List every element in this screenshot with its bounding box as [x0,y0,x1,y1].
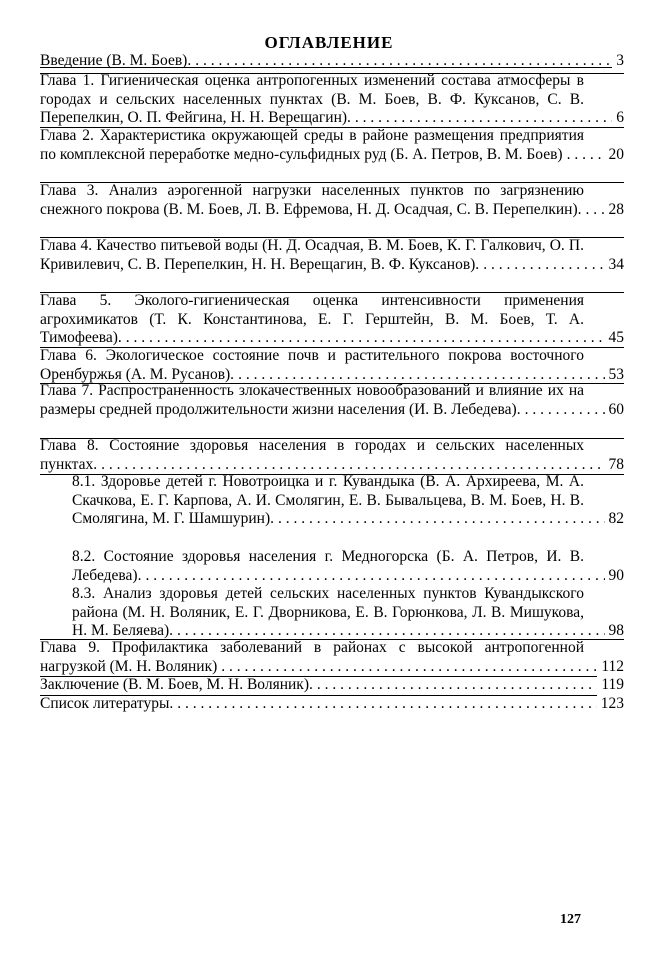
toc-entry-section-8-1 [40,473,624,529]
toc-title: ОГЛАВЛЕНИЕ [264,33,394,52]
entry-text: Глава 3. Анализ аэрогенной нагрузки населенных пунктов по загрязнению снежного покрова (В. М. Боев, Л. В. Ефремова, Н. Д. Осадчая, С. В. Перепелкин). . . . [40,182,624,219]
toc-entry-chapter-4 [40,237,624,274]
entry-page-number: 20 [605,146,625,165]
entry-page-number: 82 [605,510,625,529]
toc-entry-section-8-3 [40,585,624,641]
entry-text: Глава 4. Качество питьевой воды (Н. Д. Осадчая, В. М. Боев, К. Г. Галкович, О. П. Кривилевич, С. В. Перепелкин, Н. Н. Верещагин, В. Ф. Куксанов). . . . [40,237,624,274]
entry-page-number: 53 [605,366,625,385]
entry-text: Глава 7. Распространенность злокачественных новообразований и влияние их на размеры средней продолжительности жизни населения (И. В. Лебедева). . . . [40,382,624,419]
entry-page-number: 78 [605,456,625,475]
entry-text: Глава 2. Характеристика окружающей среды в районе размещения предприятия по комплексной переработке медно-сульфидных руд (Б. А. Петров, В. М. Боев) . . . [40,127,624,164]
entry-page-number: 119 [597,676,624,695]
entry-page-number: 98 [605,622,625,641]
entry-text: 8.3. Анализ здоровья детей сельских населенных пунктов Кувандыкского района (М. Н. Воляник, Е. Г. Дворникова, Е. В. Горюнкова, Л. В. Мишукова, Н. М. Беляева). . . . [72,585,624,641]
entry-page-number: 90 [605,567,625,586]
entry-text: 8.1. Здоровье детей г. Новотроицка и г. Кувандыка (В. А. Архиреева, М. А. Скачкова, Е. Г. Карпова, А. И. Смолягин, Е. В. Бывальцева, В. М. Боев, Н. В. Смолягина, М. Г. Шамшурин). . . . [72,473,624,529]
entry-text: Глава 1. Гигиеническая оценка антропогенных изменений состава атмосферы в городах и сельских населенных пунктах (В. М. Боев, В. Ф. Куксанов, С. В. Перепелкин, О. П. Фейгина, Н. Н. Верещагин). . . . [40,72,624,128]
entry-text: Глава 5. Эколого-гигиеническая оценка интенсивности применения агрохимикатов (Т. К. Константинова, Е. Г. Герштейн, В. М. Боев, Т. А. Тимофеева). . . . [40,292,624,348]
toc-entry-chapter-6 [40,347,624,384]
entry-page-number: 28 [605,201,625,220]
entry-page-number: 112 [597,658,624,677]
toc-entry-chapter-8 [40,437,624,474]
toc-entry-chapter-5 [40,292,624,348]
entry-page-number: 34 [605,256,625,275]
toc-entry-conclusion [40,676,624,695]
page-number: 127 [560,912,581,927]
entry-text: Список литературы. . . . [40,695,624,714]
entry-page-number: 3 [612,52,624,71]
entry-text: Введение (В. М. Боев). . . . [40,52,624,71]
entry-page-number: 6 [612,109,624,128]
entry-text: 8.2. Состояние здоровья населения г. Медногорска (Б. А. Петров, И. В. Лебедева). . . . [72,548,624,585]
entry-page-number: 45 [605,329,625,348]
toc-entry-intro [40,52,624,71]
entry-text: Глава 6. Экологическое состояние почв и растительного покрова восточного Оренбуржья (А. М. Русанов). . . . [40,347,624,384]
toc-entry-references [40,695,624,714]
entry-text: Заключение (В. М. Боев, М. Н. Воляник). . . . [40,676,624,695]
toc-entry-chapter-1 [40,72,624,128]
toc-entry-section-8-2 [40,548,624,585]
entry-page-number: 60 [605,401,625,420]
entry-text: Глава 9. Профилактика заболеваний в районах с высокой антропогенной нагрузкой (М. Н. Воляник) . . . [40,639,624,676]
entry-page-number: 123 [597,695,624,714]
toc-entry-chapter-2 [40,127,624,164]
entry-text: Глава 8. Состояние здоровья населения в городах и сельских населенных пунктах. . . . [40,437,624,474]
toc-entry-chapter-7 [40,382,624,419]
toc-entry-chapter-3 [40,182,624,219]
toc-entry-chapter-9 [40,639,624,676]
